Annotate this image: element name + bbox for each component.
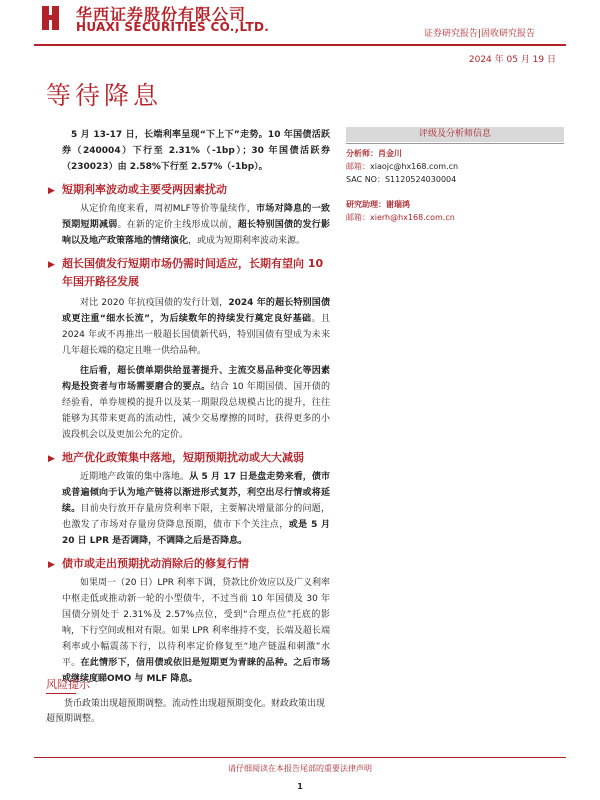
section-heading-1 <box>48 181 330 199</box>
header-divider <box>34 44 566 46</box>
company-name-en: HUAXI SECURITIES CO.,LTD. <box>76 20 270 34</box>
triangle-bullet-icon: ▶ <box>48 560 55 570</box>
footer-disclaimer: 请仔细阅读在本报告尾部的重要法律声明 <box>228 764 372 773</box>
assistant-block: 研究助理：谢瑞鸿 邮箱：xierh@hx168.com.cn <box>346 200 455 222</box>
section-1-paragraph: 从定价角度来看，周初MLF等价等量续作，市场对降息的一致预期短期减弱。在新的定价主线形成以前，超长特别国债的发行影响以及地产政策落地的情绪演化，或成为短期利率波动来源。 <box>62 204 330 246</box>
risk-text: 货币政策出现超预期调整。流动性出现超预期变化。财政政策出现超预期调整。 <box>46 699 326 724</box>
section-heading-4-text: 债市或走出预期扰动消除后的修复行情 <box>62 557 249 570</box>
intro-paragraph <box>62 127 330 175</box>
section-heading-2-text: 超长国债发行短期市场仍需时间适应，长期有望向 10 年国开路径发展 <box>62 257 324 288</box>
footer-divider <box>34 757 566 758</box>
risk-underline <box>46 693 76 694</box>
section-heading-1-text: 短期利率波动或主要受两因素扰动 <box>62 183 227 196</box>
section-3-paragraph: 近期地产政策的集中落地。从 5 月 17 日是盘走势来看，债市或普遍倾向于认为地产链将以渐进形式复苏，利空出尽行情或将延续。目前央行放开存量房贷利率下限，主要解决增量部分的问题，也激发了市场对存量房贷降息预期，债市下个关注点，或是 5 月 20 日 LPR 是否调降，不调降之后是否降息。 <box>62 472 330 546</box>
section-heading-3-text: 地产优化政策集中落地，短期预期扰动或大大减弱 <box>62 451 304 464</box>
company-name-cn: 华西证券股份有限公司 <box>76 5 247 24</box>
analyst-sac: SAC NO：S1120524030004 <box>346 175 457 184</box>
section-4-paragraph: 如果周一（20 日）LPR 利率下调，贷款比价效应以及广义利率中枢走低或推动新一轮的小型债牛，不过当前 10 年国债及 30 年国债分别处于 2.31%及 2.57%点位，受到“合理点位”托底的影响，下行空间或相对有限。如果 LPR 利率维持不变，长端及超长端利率或小幅震荡下行，以待利率定价修复至“地产链温和刺激”水平。在此情形下，信用债或依旧是短期更为青睐的品种。之后市场或继续度睇OMO 与 MLF 降息。 <box>62 578 330 684</box>
analyst-block: 分析师：肖金川 邮箱：xiaojc@hx168.com.cn SAC NO：S1120524030004 <box>346 149 459 184</box>
analyst-name: 肖金川 <box>378 149 402 158</box>
risk-title: 风险提示 <box>46 678 90 691</box>
analyst-panel-header: 评级及分析师信息 <box>346 127 564 142</box>
section-heading-2 <box>48 255 330 291</box>
page-title: 等待降息 <box>46 81 163 110</box>
triangle-bullet-icon: ▶ <box>48 186 55 196</box>
risk-section <box>46 676 326 727</box>
assistant-email-link[interactable]: xierh@hx168.com.cn <box>370 213 455 222</box>
assistant-name: 谢瑞鸿 <box>386 200 410 209</box>
section-2-paragraph-2: 往后看，超长债单期供给显著提升、主流交易品种变化等因素构是投资者与市场需要磨合的要点。结合 10 年期国债、国开债的经验看，单券规模的提升以及某一期限段总规模占比的提升，往往能够为其带来更高的流动性，减少交易摩擦的同时，获得更多的小波段机会以及更加公允的定价。 <box>62 366 330 440</box>
triangle-bullet-icon: ▶ <box>48 260 55 270</box>
intro-text: 5 月 13-17 日，长端利率呈现“下上下”走势。10 年国债活跃券（240004）下行至 2.31%（-1bp）；30 年国债活跃券（230023）由 2.58%下行至 2.57%（-1bp）。 <box>62 130 330 172</box>
section-2-paragraph-1: 对比 2020 年抗疫国债的发行计划，2024 年的超长特别国债或更注重“细水长流”，为后续数年的持续发行奠定良好基础。且 2024 年或不再推出一般超长国债新代码，特别国债有望成为未来几年超长端的稳定且唯一供给品种。 <box>62 298 330 356</box>
panel-divider <box>346 143 564 144</box>
report-date: 2024 年 05 月 19 日 <box>468 55 556 65</box>
section-heading-3 <box>48 449 330 467</box>
report-tag: 证券研究报告|固收研究报告 <box>424 29 536 39</box>
analyst-email-link[interactable]: xiaojc@hx168.com.cn <box>370 162 459 171</box>
page-number: 1 <box>297 782 303 791</box>
section-heading-4 <box>48 555 330 573</box>
huaxi-logo-icon <box>40 3 64 33</box>
triangle-bullet-icon: ▶ <box>48 454 55 464</box>
analyst-info-panel <box>346 127 564 224</box>
